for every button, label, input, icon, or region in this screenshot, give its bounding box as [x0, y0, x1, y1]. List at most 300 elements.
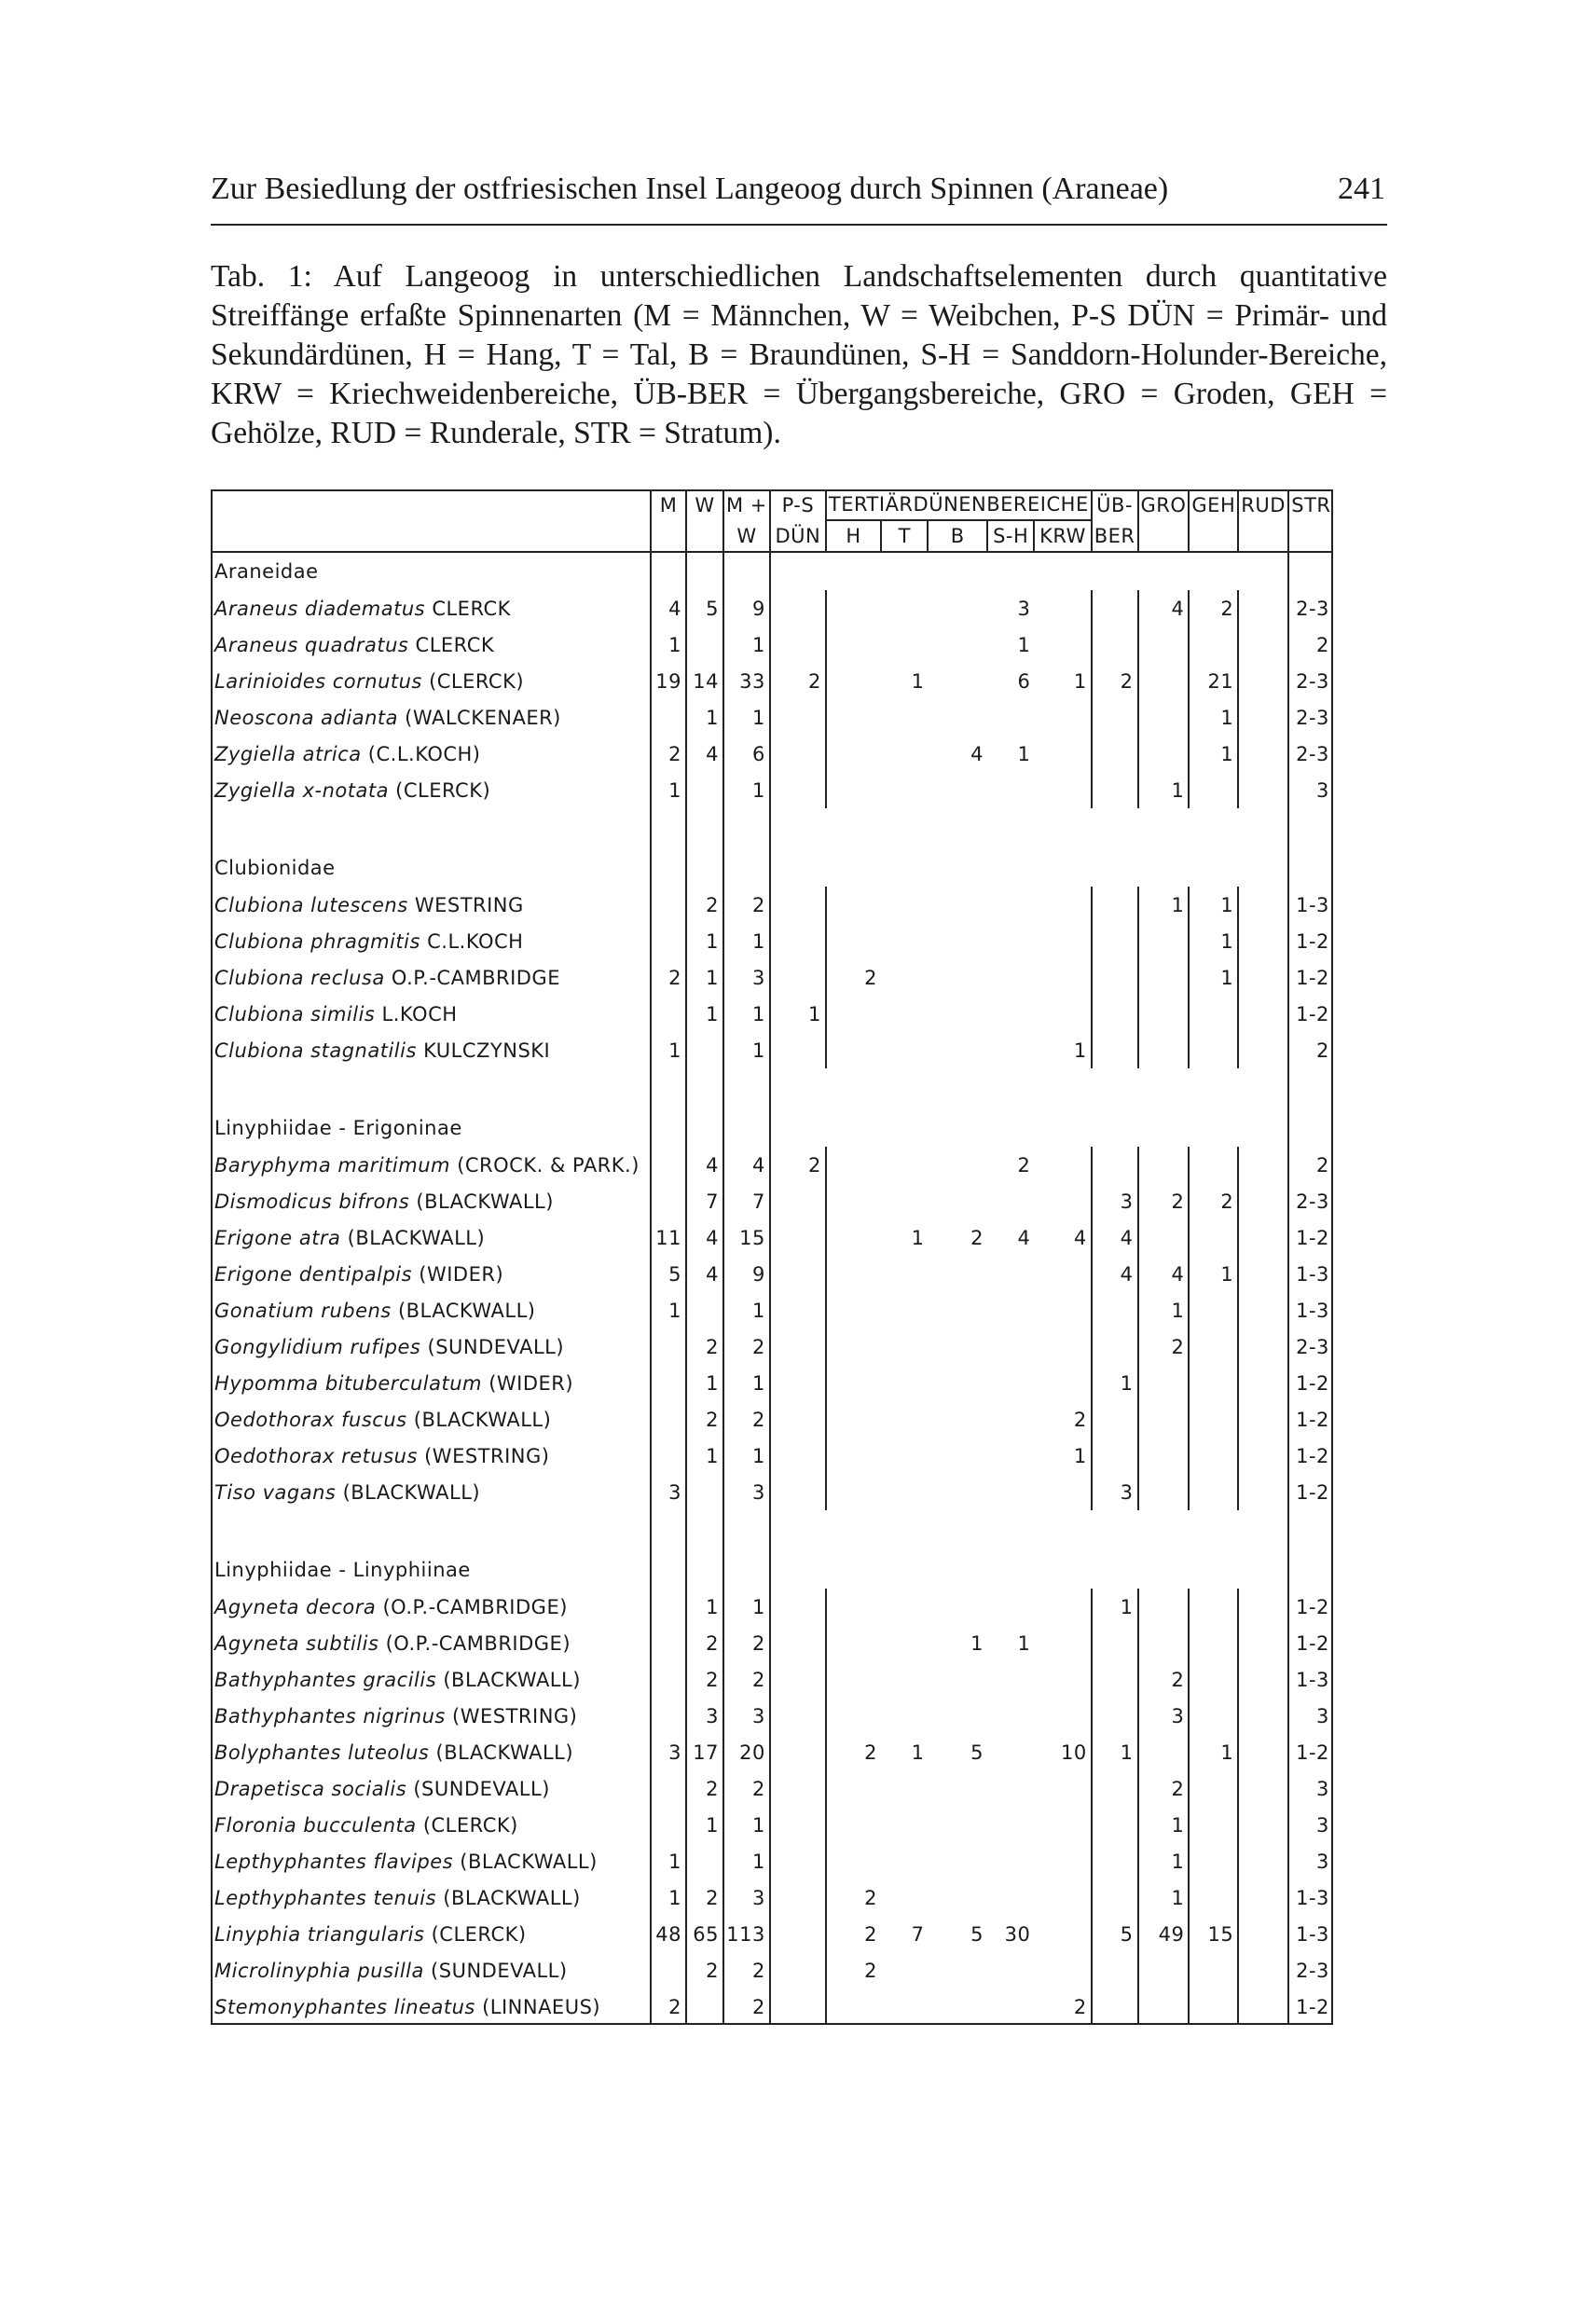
value-cell: [928, 1292, 987, 1328]
table-body: [211, 552, 1333, 2025]
empty-cell: [1238, 1183, 1288, 1219]
gap-cell: [826, 1510, 881, 1551]
value-cell: [1189, 1843, 1238, 1879]
value-cell: 15: [723, 1219, 770, 1256]
value-cell: 5: [651, 1256, 686, 1292]
header2-cell-w: [686, 520, 723, 552]
value-cell: [1138, 996, 1190, 1032]
value-cell: 4: [686, 1147, 723, 1183]
value-cell: 2-3: [1296, 1190, 1329, 1213]
empty-cell: [1238, 772, 1288, 808]
species-genus: Gonatium rubens: [214, 1299, 392, 1322]
value-cell: [651, 996, 686, 1032]
value-cell: [881, 1147, 928, 1183]
value-cell: 2: [1138, 1183, 1190, 1219]
value-cell: [928, 590, 987, 626]
species-row: [211, 1328, 1333, 1365]
value-cell: 1: [911, 1741, 925, 1764]
value-cell: [1034, 1916, 1091, 1952]
value-cell: 1-2: [1296, 929, 1329, 953]
value-cell: 4: [1138, 590, 1190, 626]
value-cell: [1034, 1807, 1091, 1843]
empty-cell: [1238, 1032, 1288, 1068]
value-cell: [928, 1843, 987, 1879]
value-cell: [826, 626, 881, 663]
value-cell: 2: [1017, 1153, 1031, 1177]
value-cell: 4: [686, 1219, 723, 1256]
value-cell: 2-3: [1296, 1335, 1329, 1358]
value-cell: [770, 1661, 826, 1698]
species-author: (SUNDEVALL): [413, 1777, 550, 1800]
value-cell: [881, 1879, 928, 1916]
family-name: Araneidae: [211, 552, 651, 590]
empty-cell: [1238, 1219, 1288, 1256]
species-row: [211, 1183, 1333, 1219]
empty-cell: [928, 552, 987, 590]
value-cell: 1: [1034, 663, 1091, 699]
empty-cell: [1238, 1879, 1288, 1916]
species-genus: Clubiona stagnatilis: [214, 1039, 417, 1062]
value-cell: [1034, 626, 1091, 663]
species-row: [211, 959, 1333, 996]
value-cell: [1189, 772, 1238, 808]
value-cell: [826, 1698, 881, 1734]
species-row: [211, 1879, 1333, 1916]
value-cell: [1034, 996, 1091, 1032]
species-name: [211, 887, 651, 923]
value-cell: 2: [686, 1661, 723, 1698]
empty-cell: [1288, 552, 1333, 590]
value-cell: [928, 1183, 987, 1219]
value-cell: [826, 1589, 881, 1625]
value-cell: [928, 1698, 987, 1734]
value-cell: [928, 1365, 987, 1401]
empty-cell: [1238, 1625, 1288, 1661]
species-author: (O.P.-CAMBRIDGE): [385, 1631, 571, 1655]
value-cell: [987, 1474, 1034, 1510]
value-cell: 3: [723, 1879, 770, 1916]
value-cell: 6: [1017, 669, 1031, 693]
empty-cell: [1238, 849, 1288, 887]
value-cell: [1092, 699, 1138, 736]
value-cell: 2: [1138, 1328, 1190, 1365]
value-cell: 1: [1189, 1734, 1238, 1770]
value-cell: 1: [1189, 887, 1238, 923]
value-cell: [651, 1952, 686, 1989]
value-cell: 1-2: [1296, 966, 1329, 989]
species-row: [211, 1770, 1333, 1807]
species-genus: Oedothorax fuscus: [214, 1408, 407, 1431]
value-cell: [770, 772, 826, 808]
empty-cell: [826, 849, 881, 887]
value-cell: [651, 923, 686, 959]
section-gap: [211, 1068, 1333, 1109]
species-genus: Tiso vagans: [214, 1480, 337, 1504]
value-cell: [1092, 1661, 1138, 1698]
value-cell: [826, 1625, 881, 1661]
header-cell-geh: GEH: [1189, 489, 1238, 520]
value-cell: [826, 699, 881, 736]
header2-cell-blank: [211, 520, 651, 552]
value-cell: [1092, 1401, 1138, 1438]
species-row: [211, 1401, 1333, 1438]
value-cell: [770, 626, 826, 663]
gap-cell: [211, 1510, 651, 1551]
value-cell: [826, 772, 881, 808]
species-genus: Clubiona lutescens: [214, 893, 408, 916]
value-cell: 1: [723, 1292, 770, 1328]
value-cell: 1: [1138, 772, 1190, 808]
species-name: [211, 923, 651, 959]
species-author: (WESTRING): [452, 1704, 578, 1727]
value-cell: [826, 1770, 881, 1807]
empty-cell: [1238, 1551, 1288, 1589]
value-cell: [1138, 736, 1190, 772]
value-cell: [1138, 699, 1190, 736]
empty-cell: [686, 552, 723, 590]
empty-cell: [1238, 959, 1288, 996]
gap-cell: [881, 1068, 928, 1109]
value-cell: [1092, 996, 1138, 1032]
value-cell: 1: [651, 1292, 686, 1328]
species-genus: Baryphyma maritimum: [214, 1153, 450, 1177]
value-cell: 3: [1092, 1183, 1138, 1219]
value-cell: 2: [864, 1959, 878, 1982]
species-author: (BLACKWALL): [443, 1668, 581, 1691]
empty-cell: [1238, 663, 1288, 699]
value-cell: 11: [651, 1219, 686, 1256]
value-cell: 48: [651, 1916, 686, 1952]
value-cell: [928, 1952, 987, 1989]
species-genus: Gongylidium rufipes: [214, 1335, 421, 1358]
empty-cell: [1288, 849, 1333, 887]
empty-cell: [1238, 1438, 1288, 1474]
value-cell: 3: [1138, 1698, 1190, 1734]
empty-cell: [928, 1109, 987, 1147]
empty-cell: [1238, 1843, 1288, 1879]
empty-cell: [881, 849, 928, 887]
value-cell: 2: [1034, 1989, 1091, 2025]
header-cell-ueb: ÜB-: [1092, 489, 1138, 520]
value-cell: [987, 1843, 1034, 1879]
gap-cell: [651, 1510, 686, 1551]
value-cell: 2: [864, 1741, 878, 1764]
value-cell: [928, 887, 987, 923]
value-cell: 3: [1316, 778, 1329, 802]
value-cell: [881, 1474, 928, 1510]
running-title: Zur Besiedlung der ostfriesischen Insel Langeoog durch Spinnen (Araneae): [211, 172, 1169, 206]
value-cell: [770, 1770, 826, 1807]
empty-cell: [770, 1551, 826, 1589]
value-cell: [928, 1438, 987, 1474]
species-row: [211, 1292, 1333, 1328]
empty-cell: [1238, 1256, 1288, 1292]
value-cell: [1034, 1843, 1091, 1879]
value-cell: 5: [686, 590, 723, 626]
value-cell: [1034, 923, 1091, 959]
empty-cell: [723, 1551, 770, 1589]
value-cell: 3: [1092, 1474, 1138, 1510]
empty-cell: [1238, 1147, 1288, 1183]
empty-cell: [686, 849, 723, 887]
gap-cell: [686, 1068, 723, 1109]
value-cell: [987, 887, 1034, 923]
species-author: (CLERCK): [422, 1813, 518, 1837]
empty-cell: [1238, 1916, 1288, 1952]
value-cell: [1034, 1589, 1091, 1625]
value-cell: [987, 1438, 1034, 1474]
value-cell: 2: [1316, 633, 1329, 656]
value-cell: 1-2: [1296, 1595, 1329, 1618]
value-cell: 1: [651, 772, 686, 808]
header-cell-m-plus: M +: [723, 489, 770, 520]
value-cell: 2: [651, 959, 686, 996]
empty-cell: [686, 1551, 723, 1589]
value-cell: 2: [723, 1625, 770, 1661]
gap-cell: [686, 808, 723, 849]
value-cell: [881, 1438, 928, 1474]
value-cell: [881, 772, 928, 808]
value-cell: 2: [723, 1328, 770, 1365]
species-name: [211, 1183, 651, 1219]
gap-cell: [1288, 1068, 1333, 1109]
gap-cell: [826, 808, 881, 849]
value-cell: 1: [1138, 1879, 1190, 1916]
value-cell: [1092, 1807, 1138, 1843]
header-row-2: [211, 520, 1333, 552]
value-cell: 1-2: [1296, 1371, 1329, 1395]
value-cell: [987, 1365, 1034, 1401]
value-cell: [770, 959, 826, 996]
species-author: (BLACKWALL): [347, 1226, 486, 1249]
value-cell: [987, 1032, 1034, 1068]
value-cell: 4: [686, 1256, 723, 1292]
value-cell: [1138, 1734, 1190, 1770]
value-cell: 2: [686, 1952, 723, 1989]
family-row: [211, 552, 1333, 590]
species-genus: Agyneta decora: [214, 1595, 377, 1618]
species-genus: Araneus diadematus: [214, 597, 426, 620]
value-cell: [1034, 1365, 1091, 1401]
species-author: (SUNDEVALL): [427, 1335, 565, 1358]
value-cell: 3: [1316, 1777, 1329, 1800]
value-cell: 4: [686, 736, 723, 772]
family-name: Clubionidae: [211, 849, 651, 887]
value-cell: 30: [1004, 1922, 1031, 1946]
value-cell: 2: [686, 1328, 723, 1365]
value-cell: 4: [651, 590, 686, 626]
value-cell: [651, 1365, 686, 1401]
empty-cell: [987, 1551, 1034, 1589]
value-cell: [987, 1989, 1034, 2025]
value-cell: 1: [1189, 923, 1238, 959]
value-cell: [770, 1879, 826, 1916]
value-cell: 1: [1138, 1807, 1190, 1843]
species-name: [211, 1256, 651, 1292]
value-cell: [1189, 1989, 1238, 2025]
empty-cell: [1092, 1551, 1138, 1589]
value-cell: [1138, 1989, 1190, 2025]
value-cell: [826, 1328, 881, 1365]
value-cell: [928, 772, 987, 808]
species-row: [211, 626, 1333, 663]
page-number: 241: [1338, 172, 1385, 206]
value-cell: [1034, 1698, 1091, 1734]
species-name: [211, 1219, 651, 1256]
species-row: [211, 699, 1333, 736]
gap-cell: [211, 808, 651, 849]
value-cell: [928, 626, 987, 663]
value-cell: [651, 699, 686, 736]
value-cell: 2: [970, 1226, 984, 1249]
species-author: (WIDER): [419, 1262, 504, 1286]
table-caption: Tab. 1: Auf Langeoog in unterschiedlichen Landschaftselementen durch quantitative Streiffänge erfaßte Spinnenarten (M = Männchen, W = Weibchen, P-S DÜN = Primär- und Sekundärdünen, H = Hang, T = Tal, B = Braundünen, S-H = Sanddorn-Holunder-Bereiche, KRW = Kriechweidenbereiche, ÜB-BER = Übergangsbereiche, GRO = Groden, GEH = Gehölze, RUD = Runderale, STR = Stratum).: [211, 259, 1387, 450]
empty-cell: [1189, 849, 1238, 887]
species-name: [211, 1698, 651, 1734]
gap-cell: [651, 1068, 686, 1109]
value-cell: [1138, 1365, 1190, 1401]
value-cell: [1034, 1147, 1091, 1183]
header2-cell-rud: [1238, 520, 1288, 552]
value-cell: [826, 996, 881, 1032]
empty-cell: [1034, 849, 1091, 887]
species-genus: Dismodicus bifrons: [214, 1190, 410, 1213]
species-genus: Lepthyphantes flavipes: [214, 1850, 454, 1873]
gap-cell: [1138, 1510, 1190, 1551]
value-cell: [928, 1147, 987, 1183]
value-cell: [826, 923, 881, 959]
gap-cell: [770, 1510, 826, 1551]
gap-cell: [1238, 1510, 1288, 1551]
value-cell: 2-3: [1296, 1959, 1329, 1982]
value-cell: 15: [1189, 1916, 1238, 1952]
value-cell: [1092, 1952, 1138, 1989]
species-genus: Agyneta subtilis: [214, 1631, 379, 1655]
species-author: (CLERCK): [395, 778, 491, 802]
value-cell: [928, 1401, 987, 1438]
species-author: C.L.KOCH: [427, 929, 524, 953]
gap-cell: [1238, 808, 1288, 849]
header-cell-str: STR: [1291, 493, 1331, 516]
species-genus: Clubiona reclusa: [214, 966, 385, 989]
header2-cell-t: T: [881, 520, 928, 552]
gap-cell: [1092, 1068, 1138, 1109]
value-cell: [1138, 663, 1190, 699]
species-genus: Lepthyphantes tenuis: [214, 1886, 437, 1909]
header2-cell-s-h: S-H: [987, 520, 1034, 552]
header2-cell-duen: DÜN: [770, 520, 826, 552]
value-cell: 1-2: [1296, 1631, 1329, 1655]
value-cell: 1-3: [1296, 1262, 1329, 1286]
empty-cell: [770, 1109, 826, 1147]
empty-cell: [1238, 996, 1288, 1032]
empty-cell: [1138, 1109, 1190, 1147]
species-name: [211, 590, 651, 626]
value-cell: 3: [723, 1698, 770, 1734]
value-cell: [881, 1292, 928, 1328]
empty-cell: [1238, 1807, 1288, 1843]
value-cell: [881, 1589, 928, 1625]
species-author: (LINNAEUS): [482, 1995, 601, 2018]
value-cell: [881, 887, 928, 923]
species-name: [211, 1401, 651, 1438]
empty-cell: [723, 849, 770, 887]
value-cell: 6: [723, 736, 770, 772]
species-genus: Clubiona similis: [214, 1002, 376, 1025]
value-cell: 2: [723, 1401, 770, 1438]
value-cell: 1: [1189, 1256, 1238, 1292]
value-cell: [987, 996, 1034, 1032]
value-cell: [1189, 1952, 1238, 1989]
value-cell: [881, 1843, 928, 1879]
value-cell: [1092, 1147, 1138, 1183]
species-row: [211, 1147, 1333, 1183]
value-cell: 2: [770, 1147, 826, 1183]
species-row: [211, 772, 1333, 808]
value-cell: [1092, 772, 1138, 808]
gap-cell: [1138, 1068, 1190, 1109]
value-cell: [987, 1589, 1034, 1625]
value-cell: [826, 590, 881, 626]
value-cell: 49: [1138, 1916, 1190, 1952]
gap-cell: [1034, 808, 1091, 849]
empty-cell: [1238, 1292, 1288, 1328]
value-cell: [770, 1625, 826, 1661]
value-cell: 1: [686, 1438, 723, 1474]
value-cell: 1: [1189, 736, 1238, 772]
value-cell: 2-3: [1296, 742, 1329, 765]
value-cell: 2: [1034, 1401, 1091, 1438]
empty-cell: [1034, 1109, 1091, 1147]
gap-cell: [928, 808, 987, 849]
value-cell: [770, 1328, 826, 1365]
species-name: [211, 1734, 651, 1770]
family-row: [211, 849, 1333, 887]
value-cell: [1138, 1589, 1190, 1625]
header-rule: [211, 224, 1387, 226]
value-cell: 1-3: [1296, 1299, 1329, 1322]
value-cell: [1189, 1770, 1238, 1807]
species-row: [211, 1661, 1333, 1698]
species-row: [211, 736, 1333, 772]
value-cell: [826, 1401, 881, 1438]
value-cell: 1: [1017, 1631, 1031, 1655]
value-cell: [770, 1916, 826, 1952]
value-cell: 1-2: [1296, 1480, 1329, 1504]
value-cell: 1: [686, 996, 723, 1032]
header-cell-gro: GRO: [1138, 489, 1190, 520]
value-cell: 1: [1189, 699, 1238, 736]
empty-cell: [651, 1551, 686, 1589]
gap-cell: [1138, 808, 1190, 849]
value-cell: 5: [1092, 1916, 1138, 1952]
value-cell: [826, 1438, 881, 1474]
species-author: (C.L.KOCH): [367, 742, 481, 765]
species-author: CLERCK: [415, 633, 495, 656]
value-cell: [651, 1589, 686, 1625]
value-cell: 4: [1138, 1256, 1190, 1292]
value-cell: [770, 887, 826, 923]
value-cell: 1: [723, 626, 770, 663]
value-cell: [686, 1032, 723, 1068]
value-cell: 1: [970, 1631, 984, 1655]
species-row: [211, 1952, 1333, 1989]
value-cell: 2: [770, 663, 826, 699]
value-cell: [928, 663, 987, 699]
species-name: [211, 1032, 651, 1068]
value-cell: 113: [723, 1916, 770, 1952]
value-cell: [1092, 1438, 1138, 1474]
